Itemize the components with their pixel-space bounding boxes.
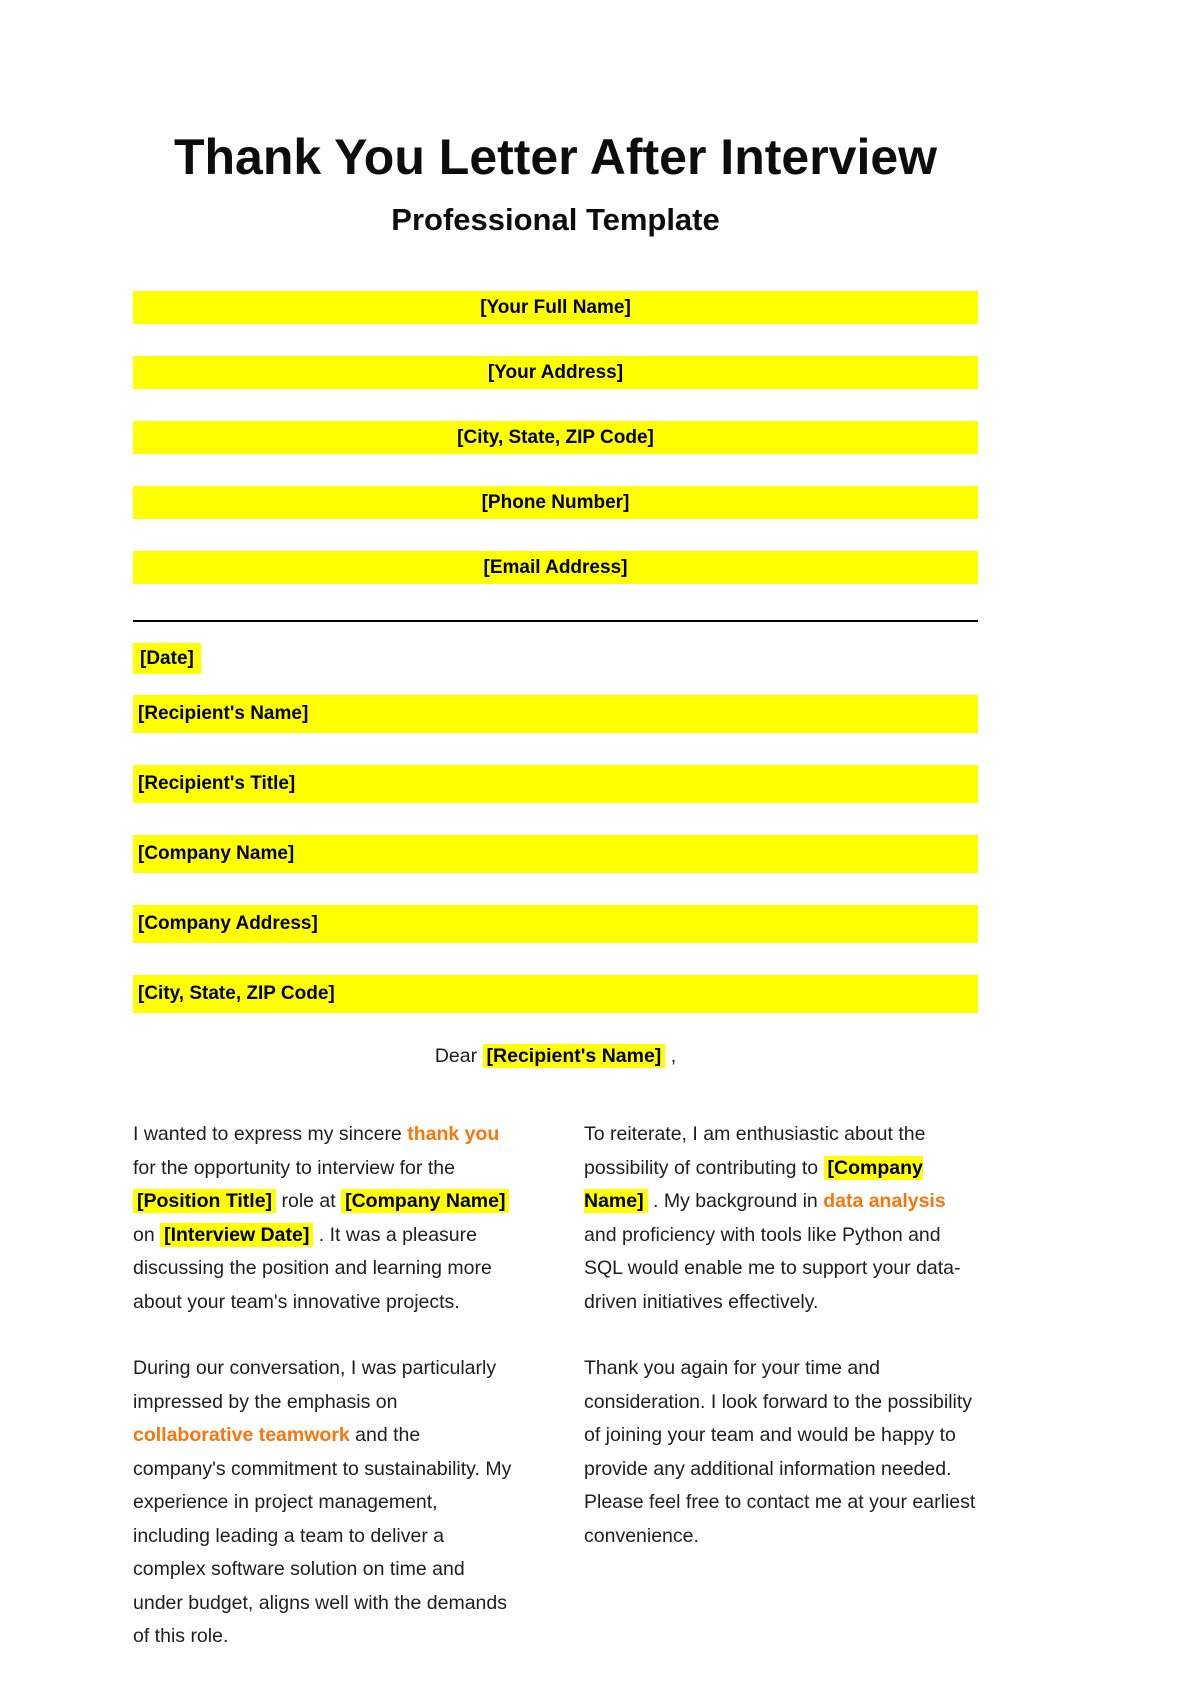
text-run: Dear [434, 1045, 483, 1067]
text-run: To reiterate, I am enthusiastic about the possibility of contributing to [584, 1123, 926, 1179]
field-your-city-state-zip[interactable]: [City, State, ZIP Code] [133, 421, 978, 454]
page-title: Thank You Letter After Interview [173, 129, 938, 185]
accent-text: collaborative teamwork [133, 1424, 350, 1446]
accent-text: thank you [407, 1123, 500, 1145]
field-email-address[interactable]: [Email Address] [133, 551, 978, 584]
text-run: . My background in [647, 1190, 824, 1212]
field-recipient-name[interactable]: [Recipient's Name] [133, 695, 978, 733]
date-row [133, 643, 978, 674]
text-run: Thank you again for your time and consideration. I look forward to the possibility of joining your team and would be happy to provide any additional information needed. Please feel free to contact me at your earliest convenience. [584, 1357, 976, 1547]
salutation-line [133, 1040, 978, 1073]
text-run: and the company's commitment to sustainability. My experience in project management, including leading a team to deliver a complex software solution on time and under budget, aligns well with the demands of this role. [133, 1424, 512, 1647]
text-run: , [665, 1045, 677, 1067]
divider-line [133, 620, 978, 622]
text-run: . It was a pleasure discussing the position and learning more about your team's innovative projects. [133, 1223, 492, 1313]
paragraph [133, 1352, 513, 1654]
text-run: During our conversation, I was particularly impressed by the emphasis on [133, 1357, 497, 1413]
page-subtitle: Professional Template [391, 202, 720, 237]
text-run: and proficiency with tools like Python and SQL would enable me to support your data-driven initiatives effectively. [584, 1223, 961, 1313]
placeholder-field[interactable]: [Interview Date] [160, 1223, 313, 1247]
placeholder-field[interactable]: [Recipient's Name] [483, 1044, 666, 1068]
paragraph [133, 1118, 513, 1319]
field-your-address[interactable]: [Your Address] [133, 356, 978, 389]
text-run: on [133, 1223, 161, 1246]
recipient-block [133, 695, 978, 1013]
field-date[interactable]: [Date] [133, 643, 201, 674]
text-run: for the opportunity to interview for the [133, 1156, 455, 1179]
body-column-right [584, 1118, 978, 1654]
text-run: role at [276, 1190, 342, 1212]
letter-body [133, 1118, 978, 1654]
field-phone-number[interactable]: [Phone Number] [133, 486, 978, 519]
field-your-full-name[interactable]: [Your Full Name] [133, 291, 978, 324]
placeholder-field[interactable]: [Position Title] [133, 1189, 276, 1213]
text-run: I wanted to express my sincere [133, 1123, 408, 1145]
field-company-address[interactable]: [Company Address] [133, 905, 978, 943]
paragraph [584, 1118, 978, 1319]
sender-contact-block [133, 291, 978, 584]
accent-text: data analysis [823, 1190, 946, 1212]
field-company-city-state-zip[interactable]: [City, State, ZIP Code] [133, 975, 978, 1013]
placeholder-field[interactable]: [Company Name] [584, 1156, 923, 1212]
placeholder-field[interactable]: [Company Name] [341, 1189, 509, 1213]
field-company-name[interactable]: [Company Name] [133, 835, 978, 873]
field-recipient-title[interactable]: [Recipient's Title] [133, 765, 978, 803]
paragraph [584, 1352, 978, 1553]
body-column-left [133, 1118, 513, 1654]
